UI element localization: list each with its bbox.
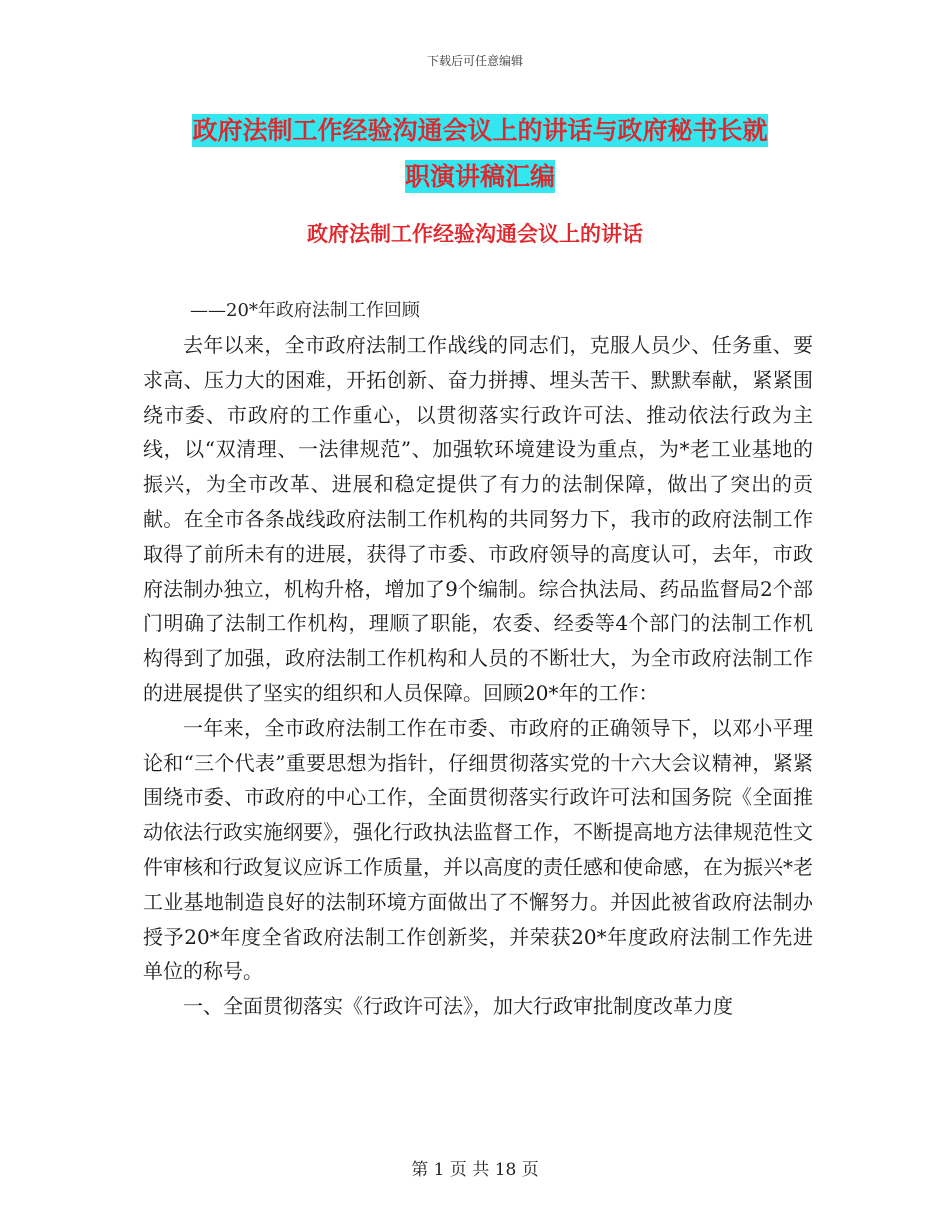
document-title-line1: 政府法制工作经验沟通会议上的讲话与政府秘书长就 (192, 116, 768, 145)
body-text (143, 328, 813, 1024)
subtitle: ——20*年政府法制工作回顾 (190, 300, 420, 321)
section-title: 政府法制工作经验沟通会议上的讲话 (307, 222, 643, 246)
header-note: 下载后可任意编辑 (426, 54, 523, 68)
paragraph: 去年以来，全市政府法制工作战线的同志们，克服人员少、任务重、要求高、压力大的困难，开拓创新、奋力拼搏、埋头苦干、默默奉献，紧紧围绕市委、市政府的工作重心，以贯彻落实行政许可法、推动依法行政为主线，以“双清理、一法律规范”、加强软环境建设为重点，为*老工业基地的振兴，为全市改革、进展和稳定提供了有力的法制保障，做出了突出的贡献。在全市各条战线政府法制工作机构的共同努力下，我市的政府法制工作取得了前所未有的进展，获得了市委、市政府领导的高度认可，去年，市政府法制办独立，机构升格，增加了9个编制。综合执法局、药品监督局2个部门明确了法制工作机构，理顺了职能，农委、经委等4个部门的法制工作机构得到了加强，政府法制工作机构和人员的不断壮大，为全市政府法制工作的进展提供了坚实的组织和人员保障。回顾20*年的工作： (143, 333, 813, 705)
document-title (140, 108, 820, 200)
paragraph: 一年来，全市政府法制工作在市委、市政府的正确领导下，以邓小平理论和“三个代表”重要思想为指针，仔细贯彻落实党的十六大会议精神，紧紧围绕市委、市政府的中心工作，全面贯彻落实行政许可法和国务院《全面推动依法行政实施纲要》，强化行政执法监督工作，不断提高地方法律规范性文件审核和行政复议应诉工作质量，并以高度的责任感和使命感，在为振兴*老工业基地制造良好的法制环境方面做出了不懈努力。并因此被省政府法制办授予20*年度全省政府法制工作创新奖，并荣获20*年度政府法制工作先进单位的称号。 (143, 715, 813, 984)
section-heading-paragraph: 一、全面贯彻落实《行政许可法》，加大行政审批制度改革力度 (183, 994, 733, 1019)
document-title-line2: 职演讲稿汇编 (404, 162, 555, 191)
page-footer: 第 1 页 共 18 页 (411, 1160, 539, 1180)
